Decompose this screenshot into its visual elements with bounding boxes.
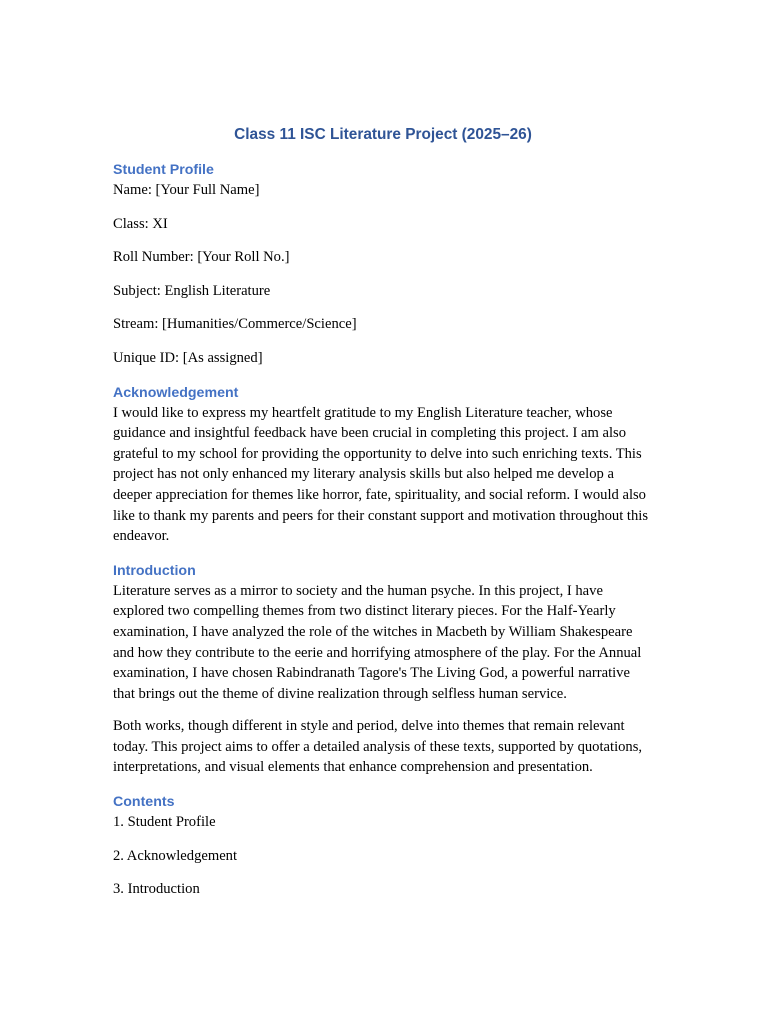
contents-item-1: 1. Student Profile bbox=[113, 814, 216, 831]
contents-item-3: 3. Introduction bbox=[113, 881, 200, 898]
profile-name: Name: [Your Full Name] bbox=[113, 182, 260, 198]
introduction-paragraph-1: Literature serves as a mirror to society and the human psyche. In this project, I have explored two compelling themes from two distinct literary pieces. For the Half-Yearly examination, I have analyzed the role of the witches in Macbeth by William Shakespeare and how they contribute to the eerie and horrifying atmosphere of the play. For the Annual examination, I have chosen Rabindranath Tagore's The Living God, a powerful narrative that brings out the theme of divine realization through selfless human service. bbox=[113, 582, 642, 702]
student-profile-section bbox=[113, 160, 653, 369]
contents-section bbox=[113, 792, 653, 900]
profile-unique-id: Unique ID: [As assigned] bbox=[113, 349, 263, 366]
acknowledgement-section bbox=[113, 383, 653, 547]
introduction-section bbox=[113, 561, 653, 778]
introduction-heading: Introduction bbox=[113, 562, 196, 579]
contents-heading: Contents bbox=[113, 794, 175, 811]
profile-subject: Subject: English Literature bbox=[113, 282, 271, 299]
document-page bbox=[113, 124, 653, 914]
student-profile-heading: Student Profile bbox=[113, 162, 214, 178]
acknowledgement-paragraph: I would like to express my heartfelt gratitude to my English Literature teacher, whose guidance and insightful feedback have been crucial in completing this project. I am also grateful to my school for providing the opportunity to delve into such enriching texts. This project has not only enhanced my literary analysis skills but also helped me develop a deeper appreciation for themes like horror, fate, spirituality, and social reform. I would also like to thank my parents and peers for their constant support and motivation throughout this endeavor. bbox=[113, 404, 649, 545]
introduction-paragraph-2: Both works, though different in style and period, delve into themes that remain relevant today. This project aims to offer a detailed analysis of these texts, supported by quotations, interpretations, and visual elements that enhance comprehension and presentation. bbox=[113, 718, 643, 776]
profile-roll-number: Roll Number: [Your Roll No.] bbox=[113, 249, 290, 266]
contents-item-2: 2. Acknowledgement bbox=[113, 847, 238, 864]
document-title: Class 11 ISC Literature Project (2025–26) bbox=[234, 126, 532, 143]
profile-stream: Stream: [Humanities/Commerce/Science] bbox=[113, 316, 357, 333]
profile-class: Class: XI bbox=[113, 215, 168, 232]
acknowledgement-heading: Acknowledgement bbox=[113, 384, 239, 401]
